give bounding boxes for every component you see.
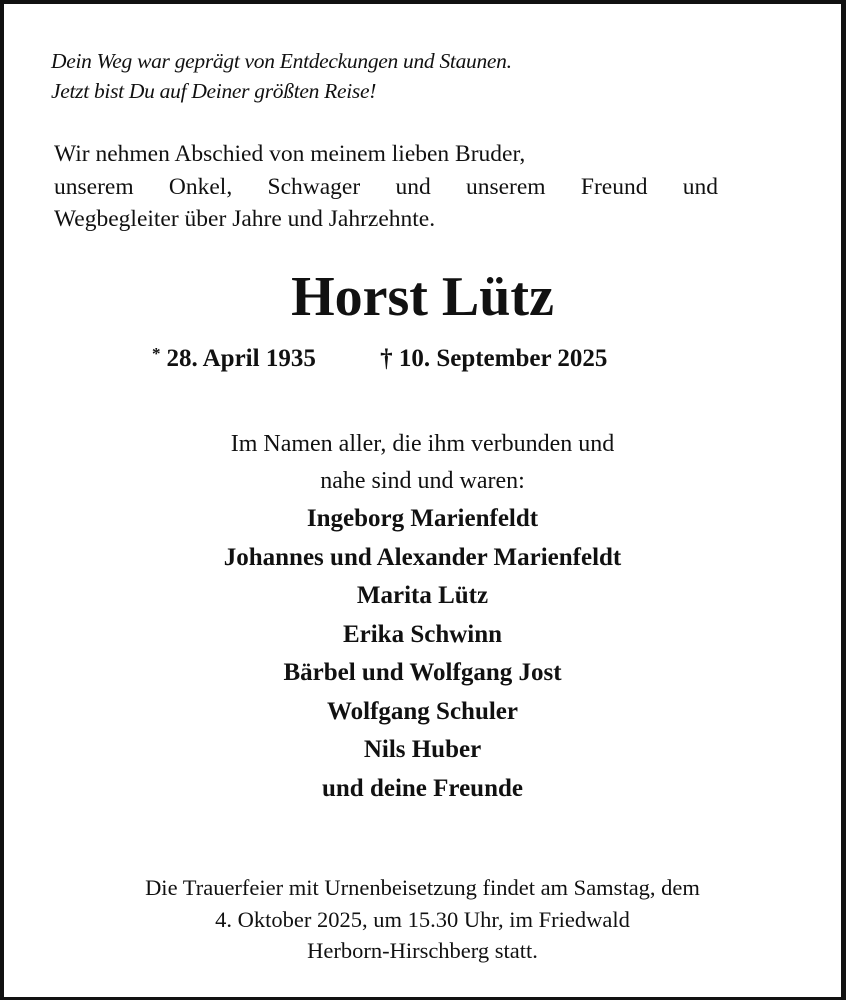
farewell-intro (54, 138, 718, 236)
mourner-name: Marita Lütz (356, 582, 489, 609)
mourner-name: und deine Freunde (322, 774, 523, 802)
birth-star-icon: * (152, 344, 161, 363)
life-dates (152, 337, 607, 376)
intro-line: Wir nehmen Abschied von meinem lieben Bruder, (54, 141, 526, 167)
mourner-name: Wolfgang Schuler (327, 697, 518, 725)
lead-line: Im Namen aller, die ihm verbunden und (230, 431, 615, 457)
death-date: 10. September 2025 (398, 345, 608, 372)
mourner-name: Bärbel und Wolfgang Jost (283, 659, 562, 686)
lead-line: nahe sind und waren: (320, 468, 525, 494)
mourner-name: Ingeborg Marienfeldt (306, 505, 539, 532)
birth-date: 28. April 1935 (166, 345, 316, 372)
funeral-line: Herborn-Hirschberg statt. (307, 938, 538, 963)
mourners-lead (4, 426, 841, 500)
motto-line: Dein Weg war geprägt von Entdeckungen und Staunen. (51, 49, 512, 73)
death-cross-icon: † (380, 345, 393, 372)
motto-verse (51, 46, 512, 106)
intro-line: unserem Onkel, Schwager und unserem Freund und (54, 173, 718, 200)
mourner-name: Nils Huber (363, 736, 482, 763)
funeral-details (4, 872, 841, 967)
funeral-line: Die Trauerfeier mit Urnenbeisetzung findet am Samstag, dem (145, 875, 700, 900)
mourner-names (4, 500, 841, 808)
mourners-section (4, 426, 841, 808)
mourner-name: Johannes und Alexander Marienfeldt (223, 543, 622, 571)
funeral-line: 4. Oktober 2025, um 15.30 Uhr, im Friedwald (215, 906, 630, 932)
motto-line: Jetzt bist Du auf Deiner größten Reise! (51, 79, 377, 103)
intro-line: Wegbegleiter über Jahre und Jahrzehnte. (54, 206, 436, 232)
deceased-name: Horst Lütz (291, 266, 554, 328)
mourner-name: Erika Schwinn (342, 620, 503, 648)
